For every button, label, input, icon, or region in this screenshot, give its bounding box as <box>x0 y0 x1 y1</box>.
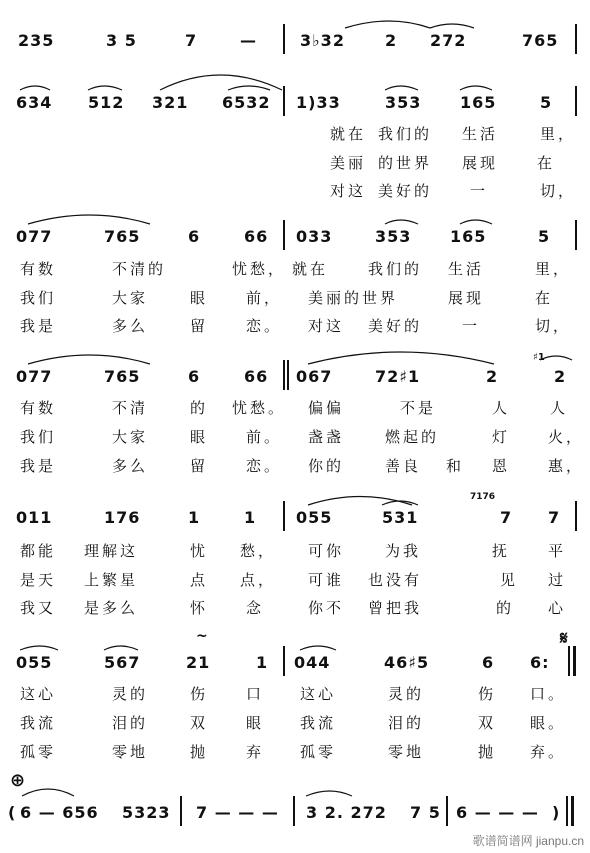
note-group: 21 <box>186 653 211 672</box>
lyrics-row-4-verse-1 <box>0 397 590 419</box>
lyric: 一 <box>470 182 489 200</box>
lyric: 美好的 <box>368 317 423 335</box>
lyric: 火， <box>548 428 585 446</box>
lyric: 美好的 <box>378 182 433 200</box>
notation-row-5 <box>0 505 590 531</box>
note-group: ( <box>8 803 17 822</box>
lyric: 零地 <box>388 743 425 761</box>
lyric: 里， <box>540 125 577 143</box>
barline <box>283 501 285 531</box>
lyric: 和 <box>446 457 465 475</box>
note-group: 165 <box>460 93 497 112</box>
note-group: 353 <box>385 93 422 112</box>
lyric: 眼。 <box>530 714 567 732</box>
note-group: 6 — — — <box>456 803 539 822</box>
lyric: 灵的 <box>388 685 425 703</box>
note-group: 6 <box>188 227 201 246</box>
lyric: 你不 <box>308 599 345 617</box>
note-group: 7 <box>185 31 198 50</box>
notation-row-6 <box>0 650 590 676</box>
note-group: 077 <box>16 367 53 386</box>
grace-note: ♯1 <box>533 352 545 363</box>
note-group: 46♯5 <box>384 653 430 672</box>
lyric: 孤零 <box>20 743 57 761</box>
lyric: 弃 <box>246 743 265 761</box>
lyric: 眼 <box>190 428 209 446</box>
note-group: — <box>240 31 257 50</box>
lyric: 愁， <box>240 542 277 560</box>
note-group: 1 <box>256 653 269 672</box>
lyrics-row-5-verse-1 <box>0 540 590 562</box>
lyric: 抛 <box>478 743 497 761</box>
lyric: 可谁 <box>308 571 345 589</box>
notation-row-3 <box>0 224 590 250</box>
lyric: 你的 <box>308 457 345 475</box>
lyric: 我是 <box>20 317 57 335</box>
barline <box>283 220 285 250</box>
lyric: 人 <box>492 399 511 417</box>
note-group: 235 <box>18 31 55 50</box>
lyric: 多么 <box>112 457 149 475</box>
lyric: 忧愁， <box>232 260 287 278</box>
barline <box>446 796 448 826</box>
lyric: 留 <box>190 457 209 475</box>
lyric: 这心 <box>20 685 57 703</box>
notation-row-1 <box>0 28 590 54</box>
note-group: 5323 <box>122 803 171 822</box>
lyric: 忧愁。 <box>232 399 287 417</box>
note-group: 6 — 656 <box>20 803 99 822</box>
lyrics-row-6-verse-3 <box>0 741 590 763</box>
segno-icon: 𝄋 <box>560 628 568 649</box>
lyric: 点 <box>190 571 209 589</box>
barline <box>283 646 285 676</box>
barline <box>575 220 577 250</box>
note-group: 66 <box>244 367 269 386</box>
lyric: 盏盏 <box>308 428 345 446</box>
lyric: 灯 <box>492 428 511 446</box>
lyric: 里， <box>535 260 572 278</box>
lyric: 我们的 <box>378 125 433 143</box>
lyric: 前， <box>246 289 283 307</box>
note-group: 165 <box>450 227 487 246</box>
lyric: 就在 <box>292 260 329 278</box>
note-group: 66 <box>244 227 269 246</box>
barline <box>573 646 576 676</box>
lyric: 平 <box>548 542 567 560</box>
note-group: 033 <box>296 227 333 246</box>
lyric: 泪的 <box>388 714 425 732</box>
lyric: 在 <box>537 154 556 172</box>
coda-icon: ⊕ <box>10 770 26 791</box>
note-group: 6: <box>530 653 550 672</box>
lyric: 不清 <box>112 399 149 417</box>
lyric: 我们的 <box>368 260 423 278</box>
lyric: 生活 <box>448 260 485 278</box>
note-group: 055 <box>16 653 53 672</box>
lyric: 前。 <box>246 428 283 446</box>
lyric: 的 <box>496 599 515 617</box>
lyric: 曾把我 <box>368 599 423 617</box>
lyric: 灵的 <box>112 685 149 703</box>
note-group: 7 <box>500 508 513 527</box>
note-group: 1 <box>244 508 257 527</box>
lyric: 理解这 <box>84 542 139 560</box>
note-group: 5 <box>540 93 553 112</box>
note-group: 077 <box>16 227 53 246</box>
lyric: 有数 <box>20 399 57 417</box>
lyric: 为我 <box>385 542 422 560</box>
lyric: 是多么 <box>84 599 139 617</box>
note-group: 634 <box>16 93 53 112</box>
lyric: 口。 <box>530 685 567 703</box>
note-group: 3 5 <box>106 31 137 50</box>
note-group: 765 <box>104 227 141 246</box>
lyric: 忧 <box>190 542 209 560</box>
notation-row-4 <box>0 364 590 390</box>
lyrics-row-2-verse-2 <box>0 152 590 174</box>
lyric: 都能 <box>20 542 57 560</box>
note-group: 3 2. 272 <box>306 803 387 822</box>
note-group: 3♭32 <box>300 31 345 50</box>
lyric: 是天 <box>20 571 57 589</box>
note-group: 6532 <box>222 93 271 112</box>
note-group: 1 <box>188 508 201 527</box>
lyric: 也没有 <box>368 571 423 589</box>
lyric: 我们 <box>20 428 57 446</box>
lyric: 大家 <box>112 428 149 446</box>
lyric: 的 <box>190 399 209 417</box>
lyrics-row-4-verse-2 <box>0 426 590 448</box>
lyric: 美丽的世界 <box>308 289 399 307</box>
lyrics-row-6-verse-2 <box>0 712 590 734</box>
lyric: 点， <box>240 571 277 589</box>
lyric: 眼 <box>190 289 209 307</box>
lyric: 有数 <box>20 260 57 278</box>
note-group: 055 <box>296 508 333 527</box>
lyric: 抛 <box>190 743 209 761</box>
lyric: 伤 <box>478 685 497 703</box>
barline <box>283 86 285 116</box>
note-group: 7 — — — <box>196 803 279 822</box>
note-group: 6 <box>188 367 201 386</box>
lyric: 心 <box>548 599 567 617</box>
lyric: 孤零 <box>300 743 337 761</box>
lyric: 上繁星 <box>84 571 139 589</box>
note-group: 7 <box>548 508 561 527</box>
notation-row-2 <box>0 90 590 116</box>
note-group: 011 <box>16 508 53 527</box>
lyric: 零地 <box>112 743 149 761</box>
note-group: 1)33 <box>296 93 341 112</box>
lyric: 过 <box>548 571 567 589</box>
lyric: 我又 <box>20 599 57 617</box>
note-group: 6 <box>482 653 495 672</box>
notation-row-7 <box>0 800 590 826</box>
lyric: 就在 <box>330 125 367 143</box>
barline <box>283 24 285 54</box>
lyric: 的世界 <box>378 154 433 172</box>
lyric: 泪的 <box>112 714 149 732</box>
lyric: 我流 <box>20 714 57 732</box>
note-group: 321 <box>152 93 189 112</box>
lyric: 我流 <box>300 714 337 732</box>
lyric: 恩 <box>492 457 511 475</box>
lyric: 口 <box>246 685 265 703</box>
note-group: 176 <box>104 508 141 527</box>
lyric: 双 <box>478 714 497 732</box>
barline <box>180 796 182 826</box>
lyric: 切， <box>540 182 577 200</box>
lyric: 眼 <box>246 714 265 732</box>
lyric: 留 <box>190 317 209 335</box>
note-group: 067 <box>296 367 333 386</box>
note-group: 7 5 <box>410 803 441 822</box>
lyric: 恋。 <box>246 317 283 335</box>
lyric: 见 <box>500 571 519 589</box>
note-group: 353 <box>375 227 412 246</box>
lyric: 对这 <box>330 182 367 200</box>
lyric: 惠， <box>548 457 585 475</box>
lyric: 可你 <box>308 542 345 560</box>
lyric: 双 <box>190 714 209 732</box>
lyric: 燃起的 <box>385 428 440 446</box>
lyrics-row-5-verse-2 <box>0 569 590 591</box>
watermark: 歌谱简谱网 jianpu.cn <box>472 834 584 848</box>
lyric: 不是 <box>400 399 437 417</box>
note-group: 044 <box>294 653 331 672</box>
barline <box>293 796 295 826</box>
lyric: 展现 <box>462 154 499 172</box>
lyric: 一 <box>462 317 481 335</box>
grace-notes: 7176 <box>470 492 496 502</box>
lyrics-row-5-verse-3 <box>0 597 590 619</box>
note-group: 2 <box>486 367 499 386</box>
lyrics-row-3-verse-1 <box>0 258 590 280</box>
lyrics-row-6-verse-1 <box>0 683 590 705</box>
lyrics-row-3-verse-2 <box>0 287 590 309</box>
lyric: 我是 <box>20 457 57 475</box>
lyrics-row-2-verse-3 <box>0 180 590 202</box>
barline <box>568 646 570 676</box>
lyric: 不清的 <box>112 260 167 278</box>
lyrics-row-3-verse-3 <box>0 315 590 337</box>
note-group: 567 <box>104 653 141 672</box>
lyric: 抚 <box>492 542 511 560</box>
barline <box>283 360 285 390</box>
lyric: 怀 <box>190 599 209 617</box>
lyric: 美丽 <box>330 154 367 172</box>
lyric: 对这 <box>308 317 345 335</box>
lyric: 这心 <box>300 685 337 703</box>
lyric: 切， <box>535 317 572 335</box>
note-group: 2 <box>385 31 398 50</box>
lyrics-row-4-verse-3 <box>0 455 590 477</box>
barline <box>571 796 574 826</box>
note-group: 765 <box>522 31 559 50</box>
barline <box>287 360 289 390</box>
lyric: 生活 <box>462 125 499 143</box>
lyric: 展现 <box>448 289 485 307</box>
barline <box>575 24 577 54</box>
lyric: 弃。 <box>530 743 567 761</box>
note-group: 272 <box>430 31 467 50</box>
lyric: 我们 <box>20 289 57 307</box>
lyric: 大家 <box>112 289 149 307</box>
barline <box>575 86 577 116</box>
trill-icon: ~ <box>196 628 208 644</box>
note-group: ) <box>552 803 561 822</box>
note-group: 5 <box>538 227 551 246</box>
barline <box>575 501 577 531</box>
lyric: 在 <box>535 289 554 307</box>
lyrics-row-2-verse-1 <box>0 123 590 145</box>
lyric: 人 <box>550 399 569 417</box>
lyric: 恋。 <box>246 457 283 475</box>
note-group: 531 <box>382 508 419 527</box>
lyric: 念 <box>246 599 265 617</box>
barline <box>566 796 568 826</box>
note-group: 765 <box>104 367 141 386</box>
lyric: 多么 <box>112 317 149 335</box>
note-group: 2 <box>554 367 567 386</box>
lyric: 伤 <box>190 685 209 703</box>
note-group: 72♯1 <box>375 367 421 386</box>
note-group: 512 <box>88 93 125 112</box>
lyric: 善良 <box>385 457 422 475</box>
lyric: 偏偏 <box>308 399 345 417</box>
